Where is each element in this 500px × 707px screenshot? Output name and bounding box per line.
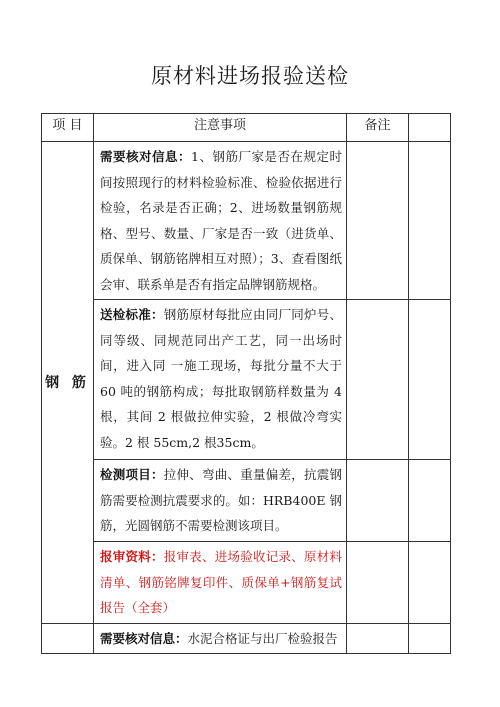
note-text: 拉伸、弯曲、重量偏差，抗震钢筋需要检测抗震要求的。如：HRB400E 钢筋，光圆钢筋不需要检测该项目。: [100, 467, 342, 533]
remark-cell: [347, 460, 409, 542]
header-notes: 注意事项: [94, 114, 347, 142]
remark-cell: [347, 623, 409, 654]
note-cell-test-items: [94, 460, 347, 542]
note-text: 1、钢筋厂家是否在规定时间按照现行的材料检验标准、检验依据进行检验，名录是否正确；2、进场数量钢筋规格、型号、数量、厂家是否一致（进货单、质保单、钢筋铭牌相互对照）；3、查看图纸会审、联系单是否有指定品牌钢筋规格。: [100, 149, 342, 292]
blank-cell: [409, 142, 451, 300]
remark-cell: [347, 300, 409, 460]
note-text: 水泥合格证与出厂检验报告: [187, 630, 338, 646]
table-row: [42, 542, 451, 624]
note-cell-submission-docs: [94, 542, 347, 624]
blank-cell: [409, 623, 451, 654]
note-label: 需要核对信息：: [100, 630, 188, 646]
note-label: 报审资料：: [100, 549, 164, 564]
document-title: 原材料进场报验送检: [151, 64, 349, 88]
header-remarks: 备注: [347, 114, 409, 142]
note-cell-verify-info: [94, 142, 347, 300]
note-label: 需要核对信息：: [100, 149, 192, 164]
blank-cell: [409, 300, 451, 460]
note-label: 送检标准：: [100, 307, 164, 322]
header-item: 项 目: [42, 114, 94, 142]
blank-cell: [409, 460, 451, 542]
note-cell-cement-verify: [94, 623, 347, 654]
note-text: 钢筋原材每批应由同厂同炉号、同等级、同规范同出产工艺，同一出场时间，进入同 一施工现场，每批分量不大于 60 吨的钢筋构成；每批取钢筋样数量为 4 根，其间 2 根做拉伸实验，2 根做冷弯实验。2 根 55cm,2 根35cm。: [100, 307, 342, 450]
inspection-table: [41, 113, 451, 654]
table-header-row: [42, 114, 451, 142]
note-label: 检测项目：: [100, 467, 164, 482]
header-blank: [409, 114, 451, 142]
note-cell-sampling-standard: [94, 300, 347, 460]
table-row: [42, 623, 451, 654]
table-row: [42, 300, 451, 460]
table-row: [42, 142, 451, 300]
remark-cell: [347, 142, 409, 300]
category-cell: 钢 筋: [42, 142, 94, 624]
table-row: [42, 460, 451, 542]
note-text: 报审表、进场验收记录、原材料清单、钢筋铭牌复印件、质保单+钢筋复试报告（全套）: [100, 549, 342, 615]
remark-cell: [347, 542, 409, 624]
category-cell-empty: [42, 623, 94, 654]
blank-cell: [409, 542, 451, 624]
